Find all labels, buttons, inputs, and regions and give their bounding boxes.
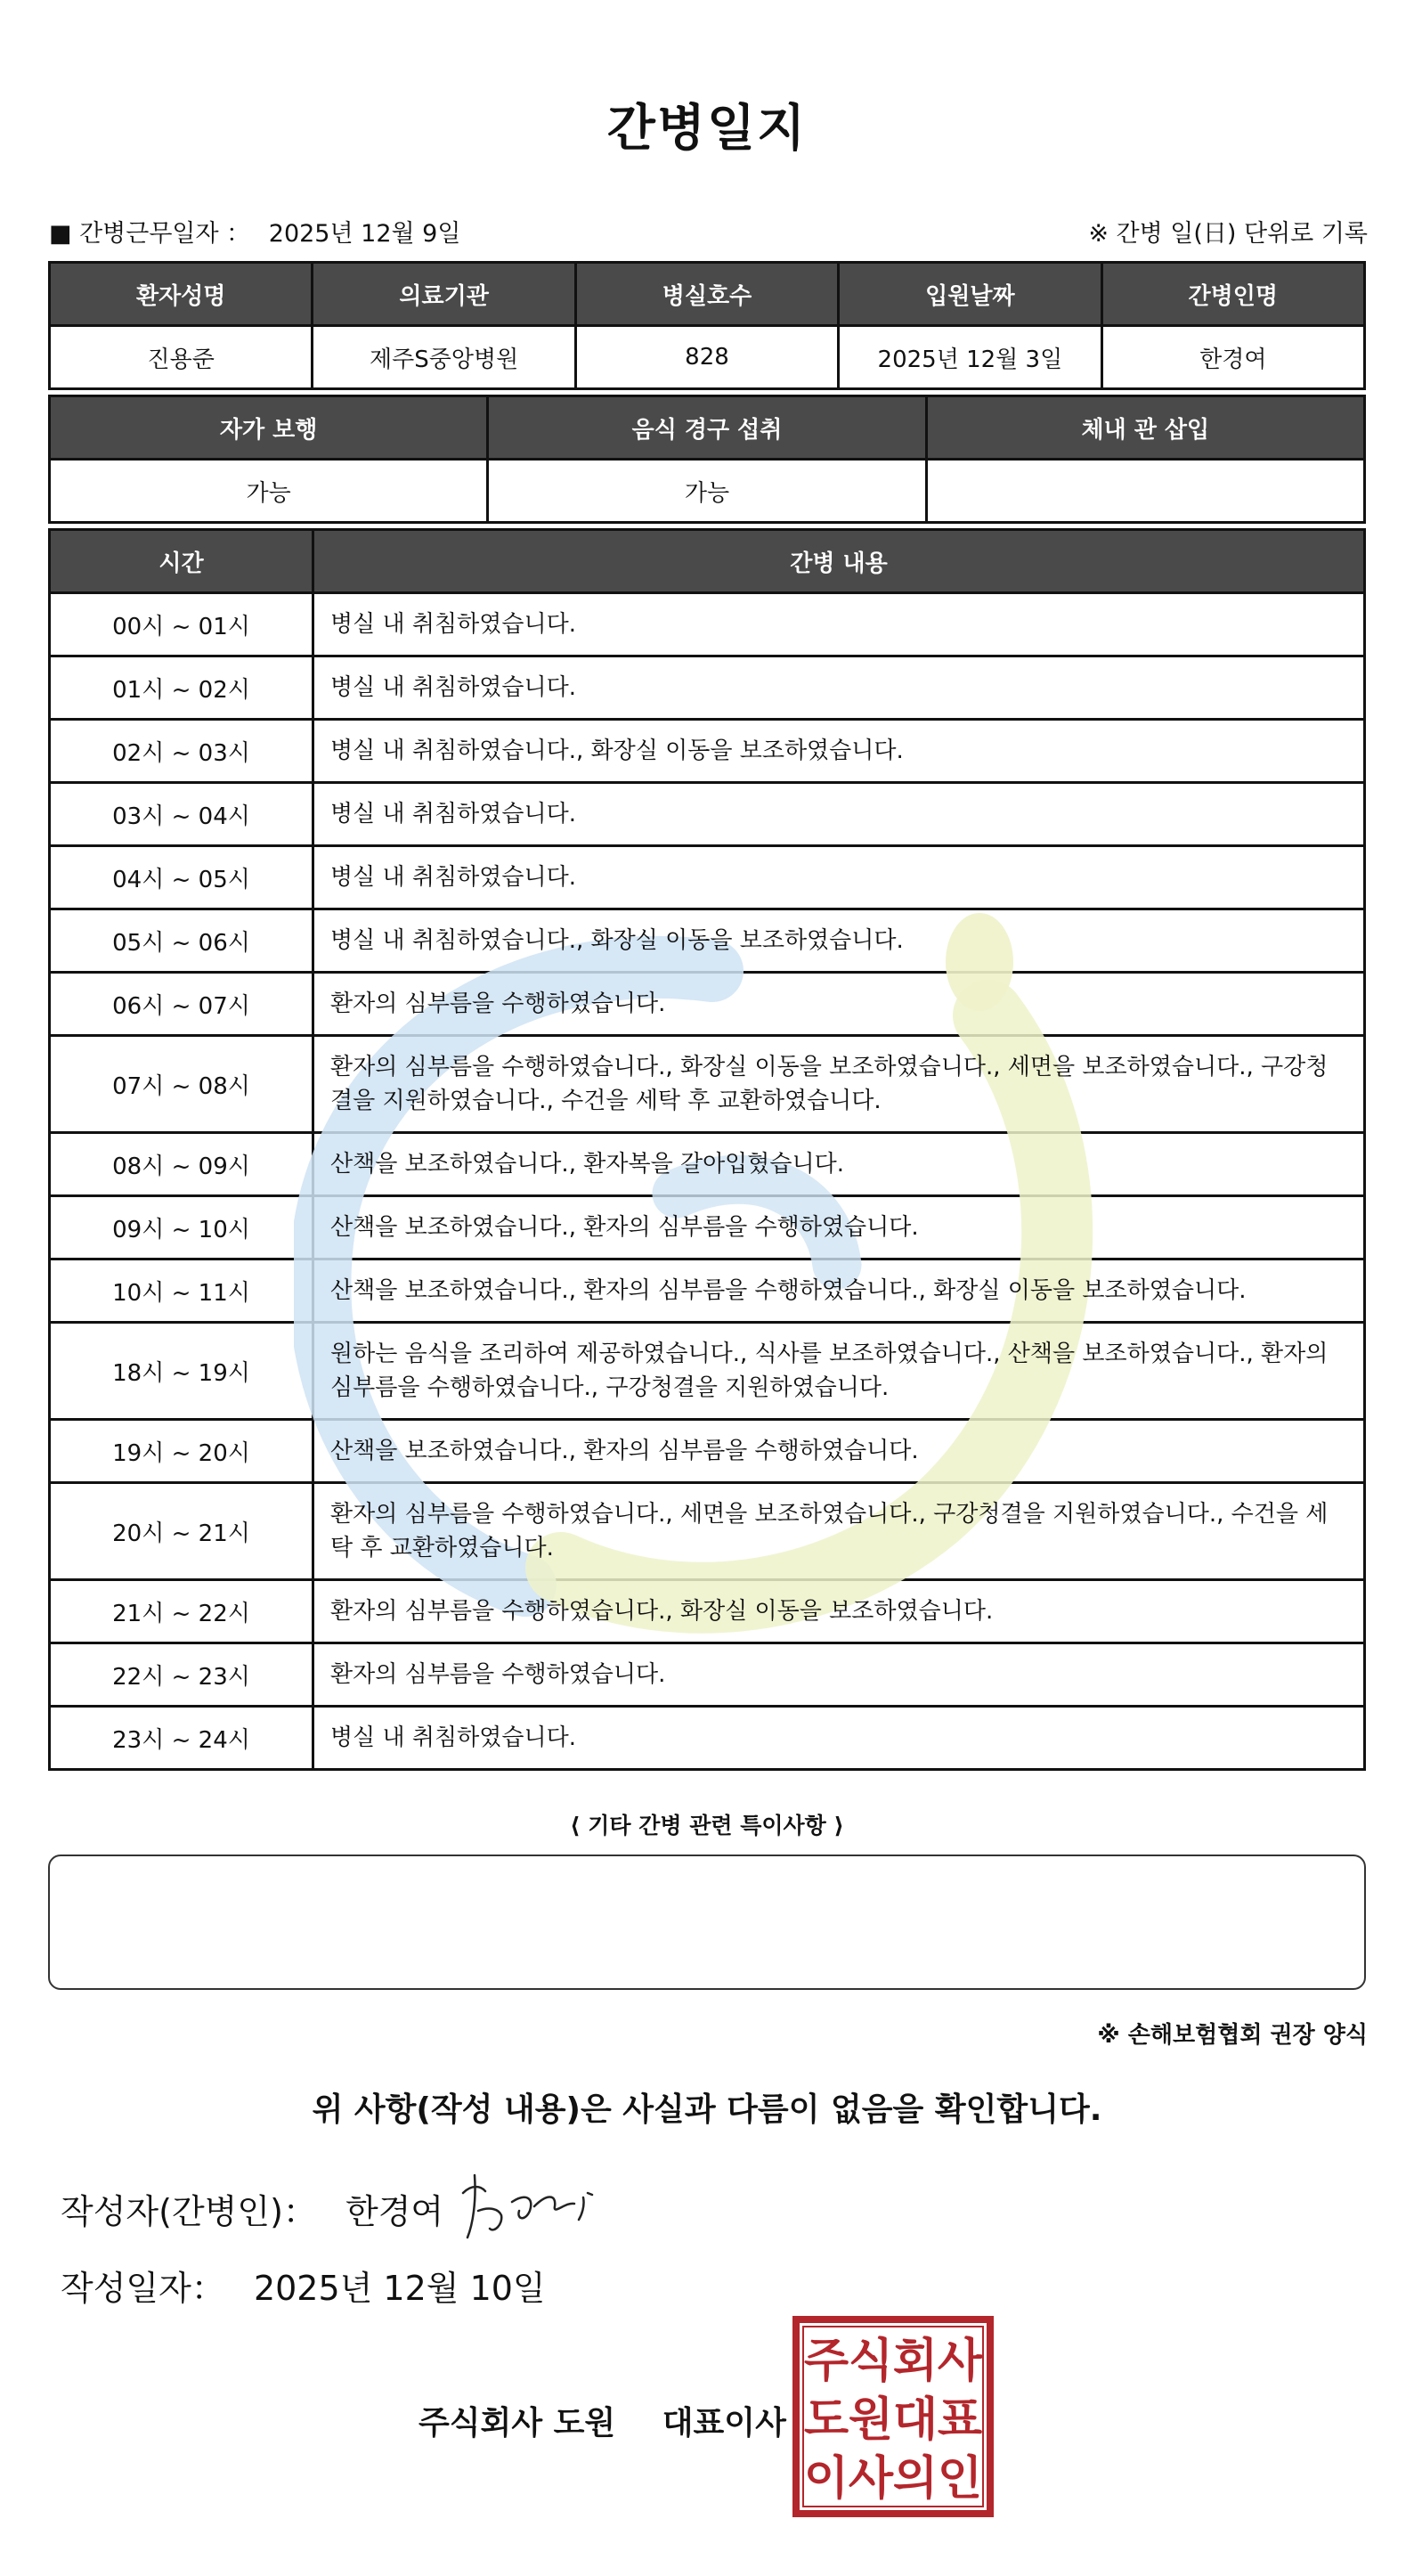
seal-glyph: 원 [848,2393,894,2447]
row-care-content: 병실 내 취침하였습니다. [313,656,1365,720]
seal-glyph: 이 [803,2452,849,2506]
row-time: 02시 ~ 03시 [50,720,313,783]
header-admission-date: 입원날짜 [839,263,1101,326]
writer-line [61,2184,443,2233]
unit-note: ※ 간병 일(日) 단위로 기록 [1088,220,1368,248]
written-date-label: 작성일자： [61,2269,225,2308]
seal-glyph: 도 [803,2393,849,2447]
table-row [50,656,1365,720]
seal-glyph: 표 [937,2393,983,2447]
table-row [50,783,1365,846]
oral-intake-status: 가능 [488,460,926,523]
special-notes-box [48,1855,1366,1990]
walking-status: 가능 [50,460,488,523]
header-time: 시간 [50,530,313,593]
table-row [50,1643,1365,1707]
row-care-content: 환자의 심부름을 수행하였습니다. [313,1643,1365,1707]
patient-info-table [48,261,1366,390]
seal-glyph: 대 [892,2393,939,2447]
tube-status [926,460,1364,523]
table-row [50,1707,1365,1770]
row-time: 03시 ~ 04시 [50,783,313,846]
row-time: 00시 ~ 01시 [50,593,313,656]
seal-glyph: 주 [803,2335,849,2388]
header-room: 병실호수 [575,263,838,326]
writer-label: 작성자(간병인)： [61,2192,317,2231]
care-log-table [48,528,1366,1771]
company-name: 주식회사 도원 [419,2405,616,2441]
table-row [50,973,1365,1036]
table-row [50,1323,1365,1420]
row-care-content: 병실 내 취침하였습니다. [313,783,1365,846]
row-time: 18시 ~ 19시 [50,1323,313,1420]
table-row [50,1196,1365,1259]
care-log-body [50,593,1365,1770]
table-row [50,1259,1365,1323]
row-time: 21시 ~ 22시 [50,1580,313,1643]
special-notes-content [50,1856,1364,1892]
table-row [50,909,1365,973]
row-care-content: 원하는 음식을 조리하여 제공하였습니다., 식사를 보조하였습니다., 산책을 보조하였습니다., 환자의 심부름을 수행하였습니다., 구강청결을 지원하였습니다. [313,1323,1365,1420]
row-care-content: 병실 내 취침하였습니다., 화장실 이동을 보조하였습니다. [313,720,1365,783]
confirmation-statement: 위 사항(작성 내용)은 사실과 다름이 없음을 확인합니다. [312,2091,1102,2128]
row-care-content: 병실 내 취침하였습니다., 화장실 이동을 보조하였습니다. [313,909,1365,973]
row-care-content: 산책을 보조하였습니다., 환자의 심부름을 수행하였습니다. [313,1196,1365,1259]
row-time: 09시 ~ 10시 [50,1196,313,1259]
table-row [50,1133,1365,1196]
seal-glyph: 인 [937,2452,983,2506]
writer-name: 한경여 [345,2192,444,2231]
work-date-value: 2025년 12월 9일 [268,220,461,248]
seal-glyph: 식 [848,2335,894,2388]
work-date-label: ■ 간병근무일자 ： [49,220,251,248]
header-tube: 체내 관 삽입 [926,396,1364,460]
row-time: 04시 ~ 05시 [50,846,313,909]
row-time: 05시 ~ 06시 [50,909,313,973]
row-care-content: 환자의 심부름을 수행하였습니다., 화장실 이동을 보조하였습니다., 세면을 보조하였습니다., 구강청결을 지원하였습니다., 수건을 세탁 후 교환하였습니다. [313,1036,1365,1133]
table-row [50,1483,1365,1580]
table-row [50,1036,1365,1133]
row-care-content: 병실 내 취침하였습니다. [313,593,1365,656]
header-caregiver: 간병인명 [1101,263,1364,326]
row-care-content: 병실 내 취침하였습니다. [313,846,1365,909]
room-number: 828 [575,326,838,389]
row-time: 06시 ~ 07시 [50,973,313,1036]
signature-icon [450,2166,601,2246]
caregiver-name: 한경여 [1101,326,1364,389]
header-walking: 자가 보행 [50,396,488,460]
seal-glyph: 의 [892,2452,939,2506]
seal-glyph: 회 [892,2335,939,2388]
patient-name: 진용준 [50,326,313,389]
patient-status-table [48,395,1366,524]
row-time: 01시 ~ 02시 [50,656,313,720]
header-patient-name: 환자성명 [50,263,313,326]
row-time: 19시 ~ 20시 [50,1420,313,1483]
row-care-content: 산책을 보조하였습니다., 환자복을 갈아입혔습니다. [313,1133,1365,1196]
admission-date: 2025년 12월 3일 [839,326,1101,389]
seal-glyph: 사 [848,2452,894,2506]
seal-glyph: 사 [937,2335,983,2388]
company-seal-icon [792,2316,994,2517]
row-care-content: 환자의 심부름을 수행하였습니다. [313,973,1365,1036]
page-title: 간병일지 [606,100,808,158]
written-date-value: 2025년 12월 10일 [253,2269,546,2308]
row-time: 23시 ~ 24시 [50,1707,313,1770]
written-date-line [61,2261,546,2310]
table-row [50,593,1365,656]
row-care-content: 환자의 심부름을 수행하였습니다., 화장실 이동을 보조하였습니다. [313,1580,1365,1643]
hospital-name: 제주S중앙병원 [313,326,575,389]
row-care-content: 병실 내 취침하였습니다. [313,1707,1365,1770]
company-line [419,2398,786,2443]
table-row [50,846,1365,909]
special-notes-title: ⟨ 기타 간병 관련 특이사항 ⟩ [570,1813,844,1838]
table-row [50,1580,1365,1643]
work-date-line [49,214,460,249]
ceo-title: 대표이사 [662,2405,786,2441]
table-row [50,720,1365,783]
recommendation-note: ※ 손해보험협회 권장 양식 [1097,2022,1368,2049]
header-care-content: 간병 내용 [313,530,1365,593]
header-oral-intake: 음식 경구 섭취 [488,396,926,460]
row-care-content: 산책을 보조하였습니다., 환자의 심부름을 수행하였습니다. [313,1420,1365,1483]
row-time: 22시 ~ 23시 [50,1643,313,1707]
row-time: 20시 ~ 21시 [50,1483,313,1580]
row-care-content: 산책을 보조하였습니다., 환자의 심부름을 수행하였습니다., 화장실 이동을 보조하였습니다. [313,1259,1365,1323]
row-time: 07시 ~ 08시 [50,1036,313,1133]
header-hospital: 의료기관 [313,263,575,326]
row-care-content: 환자의 심부름을 수행하였습니다., 세면을 보조하였습니다., 구강청결을 지원하였습니다., 수건을 세탁 후 교환하였습니다. [313,1483,1365,1580]
row-time: 08시 ~ 09시 [50,1133,313,1196]
table-row [50,1420,1365,1483]
row-time: 10시 ~ 11시 [50,1259,313,1323]
